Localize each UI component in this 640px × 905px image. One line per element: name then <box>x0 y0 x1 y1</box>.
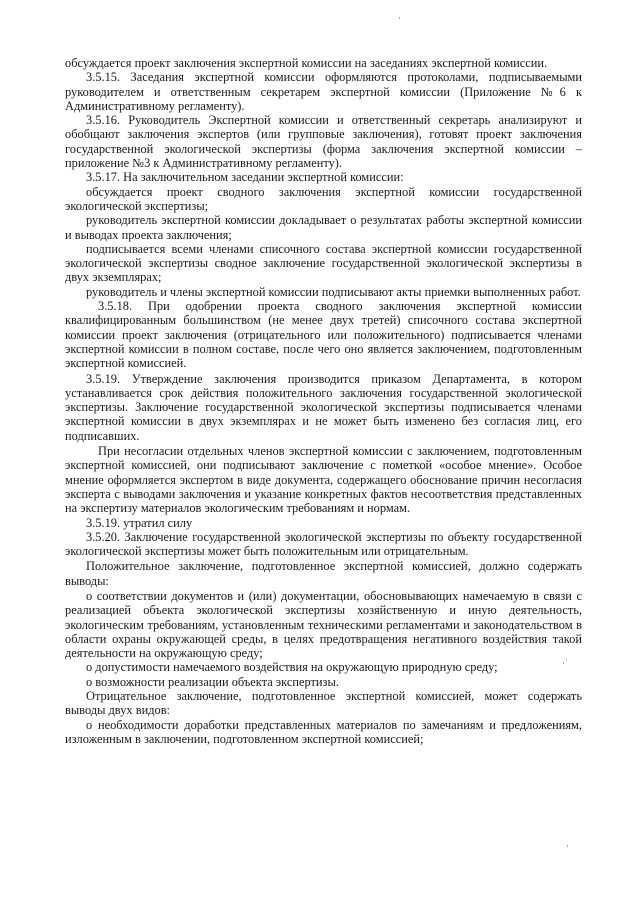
paragraph-dissent: При несогласии отдельных членов экспертной комиссии с заключением, подготовленным экспертной комиссией, они подписывают заключение с пометкой «особое мнение». Особое мнение оформляется экспертом в виде документа, содержащего обоснование причин несогласия эксперта с выводами заключения и указание конкретных фактов несоответствия представленных на экспертизу материалов экологическим требованиям и нормам. <box>65 444 582 516</box>
paragraph-3-5-20: 3.5.20. Заключение государственной экологической экспертизы по объекту государственной экологической экспертизы может быть положительным или отрицательным. <box>65 529 582 559</box>
paragraph-3-5-16: 3.5.16. Руководитель Экспертной комиссии и ответственный секретарь анализируют и обобщают заключения экспертов (или групповые заключения), готовят проект заключения государственной экологической экспертизы (форма заключения экспертной комиссии – приложение №3 к Административному регламенту). <box>65 113 582 171</box>
list-item-admissibility: о допустимости намечаемого воздействия на окружающую природную среду; <box>86 660 498 675</box>
list-item-feasibility: о возможности реализации объекта экспертизы. <box>86 674 339 689</box>
list-item-head-reports: руководитель экспертной комиссии докладывает о результатах работы экспертной комиссии и выводах проекта заключения; <box>65 213 582 242</box>
paragraph-3-5-18: 3.5.18. При одобрении проекта сводного заключения экспертной комиссии квалифицированным большинством (не менее двух третей) списочного состава экспертной комиссии проект заключения (отрицательного или положительного) подписывается членами экспертной комиссии в полном составе, после чего оно является заключением, подготовленным экспертной комиссией. <box>65 299 582 371</box>
list-item-compliance: о соответствии документов и (или) документации, обосновывающих намечаемую в связи с реализацией объекта экологической экспертизы хозяйственную и иную деятельность, экологическим требованиям, установленным техническими регламентами и законодательством в области охраны окружающей среды, в целях предотвращения негативного воздействия такой деятельности на окружающую среду; <box>65 588 582 661</box>
list-item-signing: подписывается всеми членами списочного состава экспертной комиссии государственной экологической экспертизы сводное заключение государственной экологической экспертизы в двух экземплярах; <box>65 241 582 285</box>
paragraph-negative-conclusion: Отрицательное заключение, подготовленное экспертной комиссией, может содержать выводы двух видов: <box>65 689 582 718</box>
paragraph-continuation: обсуждается проект заключения экспертной комиссии на заседаниях экспертной комиссии. <box>65 56 548 70</box>
paragraph-3-5-15: 3.5.15. Заседания экспертной комиссии оформляются протоколами, подписываемыми руководителем и ответственным секретарем экспертной комиссии (Приложение №6 к Административному регламенту). <box>65 70 582 113</box>
document-body <box>65 56 582 746</box>
paragraph-3-5-19-approval: 3.5.19. Утверждение заключения производится приказом Департамента, в котором устанавливается срок действия положительного заключения государственной экологической экспертизы. Заключение государственной экологической экспертизы подписывается членами экспертной комиссии в двух экземплярах и не может быть изменено без согласия лиц, его подписавших. <box>65 371 582 443</box>
scan-speck: · <box>398 13 401 23</box>
paragraph-positive-conclusion: Положительное заключение, подготовленное экспертной комиссией, должно содержать выводы: <box>65 559 582 588</box>
scan-speck: ·˙ <box>562 658 568 668</box>
paragraph-3-5-19-repealed: 3.5.19. утратил силу <box>86 515 193 530</box>
list-item-revision: о необходимости доработки представленных материалов по замечаниям и предложениям, изложенным в заключении, подготовленном экспертной комиссией; <box>65 717 582 746</box>
list-item-acceptance-acts: руководитель и члены экспертной комиссии подписывают акты приемки выполненных работ. <box>86 284 581 299</box>
list-item-discuss-draft: обсуждается проект сводного заключения экспертной комиссии государственной экологической экспертизы; <box>65 184 582 213</box>
scan-speck: · <box>566 841 569 851</box>
paragraph-3-5-17: 3.5.17. На заключительном заседании экспертной комиссии: <box>86 170 404 185</box>
